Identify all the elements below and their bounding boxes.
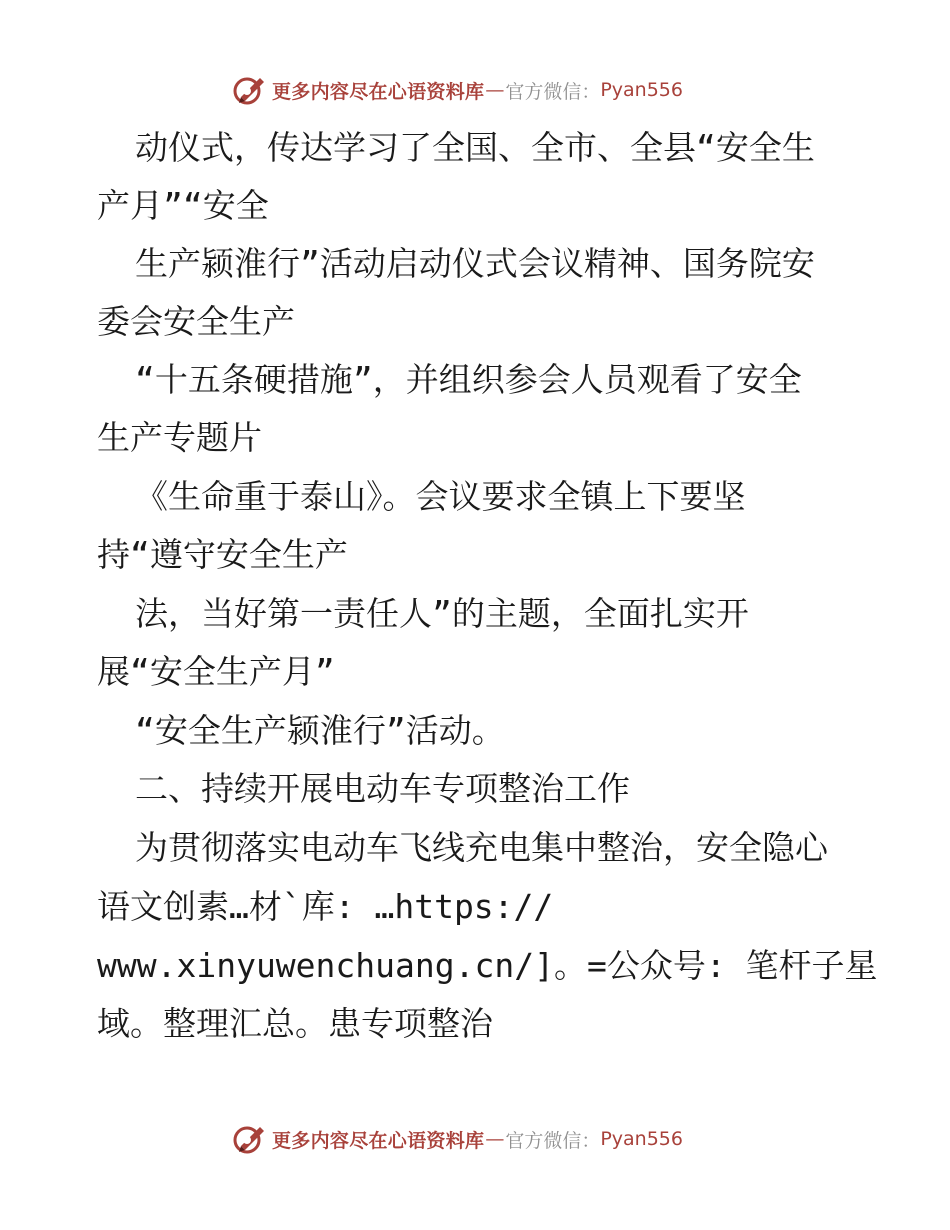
body-line: “安全生产颍淮行”活动。 [135,711,505,750]
banner-dash: — [485,1128,505,1150]
header-banner [232,73,683,107]
brush-pen-logo-icon [232,73,268,107]
banner-contact-id: Pyan556 [600,79,683,101]
body-line: 生产颍淮行”活动启动仪式会议精神、国务院安 [135,244,815,283]
banner-title: 更多内容尽在心语资料库 [272,1129,485,1152]
body-line: 域。整理汇总。患专项整治 [97,1004,493,1043]
body-line: 语文创素…材`库: …https:// [97,887,554,926]
banner-contact-label: 官方微信： [505,80,601,103]
footer-banner [232,1122,683,1156]
body-line: 《生命重于泰山》。会议要求全镇上下要坚 [135,477,746,516]
body-line: 为贯彻落实电动车飞线充电集中整治，安全隐心 [135,828,828,867]
body-line: 动仪式，传达学习了全国、全市、全县“安全生 [135,128,815,167]
body-line: 持“遵守安全生产 [97,535,348,574]
body-line: 委会安全生产 [97,302,295,341]
section-heading: 二、持续开展电动车专项整治工作 [135,769,630,808]
body-line: 法，当好第一责任人”的主题，全面扎实开 [135,594,749,633]
banner-title: 更多内容尽在心语资料库 [272,80,485,103]
body-line: www.xinyuwenchuang.cn/]。=公众号: 笔杆子星 [97,946,878,985]
body-line: 展“安全生产月” [97,652,335,691]
body-line: “十五条硬措施”，并组织参会人员观看了安全 [135,360,802,399]
banner-contact-label: 官方微信： [505,1129,601,1152]
body-line: 生产专题片 [97,418,262,457]
banner-dash: — [485,79,505,101]
banner-contact-id: Pyan556 [600,1128,683,1150]
body-line: 产月”“安全 [97,186,269,225]
brush-pen-logo-icon [232,1122,268,1156]
